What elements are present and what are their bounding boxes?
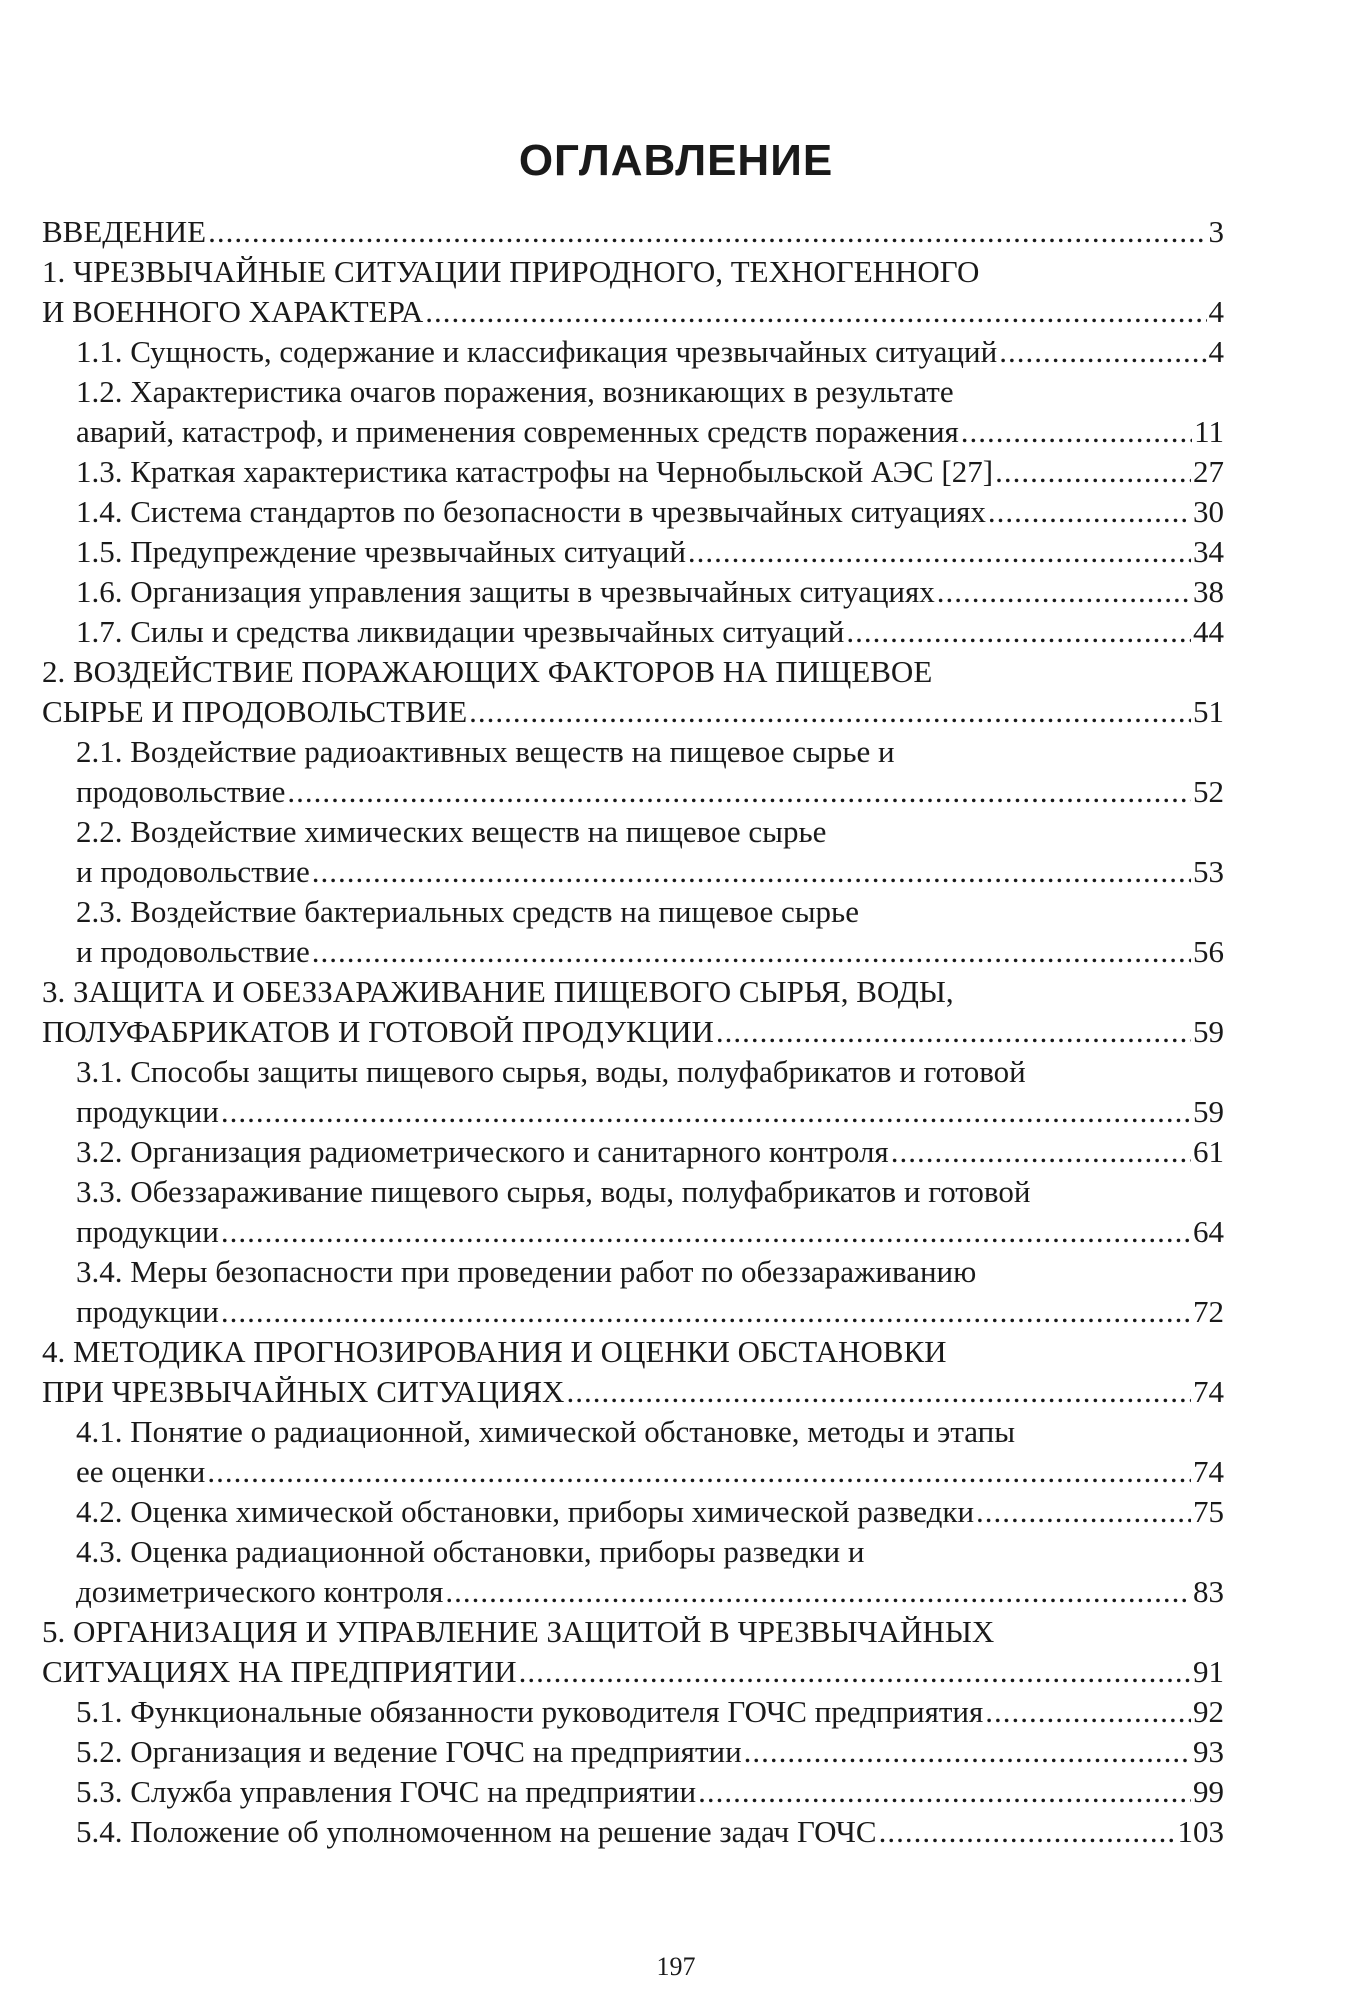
- dot-leader: [287, 772, 1191, 812]
- toc-entry-line: [42, 852, 1224, 892]
- toc-entry-text: 3.1. Способы защиты пищевого сырья, воды, полуфабрикатов и готовой: [76, 1054, 1026, 1089]
- toc-entry-text: 5.4. Положение об уполномоченном на решение задач ГОЧС: [76, 1814, 877, 1849]
- toc-subsection: [42, 1492, 1224, 1532]
- toc-page-number: 3: [1208, 214, 1224, 249]
- toc-subsection: [42, 732, 1224, 812]
- toc-entry-text: и продовольствие: [76, 854, 310, 889]
- toc-entry-line: [42, 692, 1224, 732]
- dot-leader: [937, 572, 1191, 612]
- toc-entry-line: [42, 1092, 1224, 1132]
- toc-entry-line: [42, 532, 1224, 572]
- toc-page-number: 30: [1193, 494, 1224, 529]
- toc-entry-text: 1.2. Характеристика очагов поражения, возникающих в результате: [76, 374, 954, 409]
- toc-entry-text: СЫРЬЕ И ПРОДОВОЛЬСТВИЕ: [42, 694, 468, 729]
- dot-leader: [744, 1732, 1191, 1772]
- toc-entry-line: [42, 1572, 1224, 1612]
- toc-page-number: 44: [1193, 614, 1224, 649]
- toc-entry-text: И ВОЕННОГО ХАРАКТЕРА: [42, 294, 424, 329]
- toc-entry-line: [42, 212, 1224, 252]
- toc-subsection: [42, 812, 1224, 892]
- toc-entry-line: [42, 452, 1224, 492]
- dot-leader: [312, 932, 1191, 972]
- toc-subsection: [42, 1772, 1224, 1812]
- dot-leader: [891, 1132, 1191, 1172]
- dot-leader: [469, 692, 1191, 732]
- dot-leader: [688, 532, 1191, 572]
- toc-entry-line: [42, 412, 1224, 452]
- toc-entry-line: [42, 1012, 1224, 1052]
- page-title: ОГЛАВЛЕНИЕ: [518, 136, 834, 185]
- toc-entry-text: дозиметрического контроля: [76, 1574, 444, 1609]
- toc-entry-text: продукции: [76, 1214, 219, 1249]
- toc-subsection: [42, 452, 1224, 492]
- toc-entry-text: 2.2. Воздействие химических веществ на пищевое сырье: [76, 814, 827, 849]
- toc-page-number: 83: [1193, 1574, 1224, 1609]
- toc-entry-line: [42, 1812, 1224, 1852]
- toc-entry-line: [42, 1772, 1224, 1812]
- toc-entry-text: 2.3. Воздействие бактериальных средств на пищевое сырье: [76, 894, 859, 929]
- toc-subsection: [42, 372, 1224, 452]
- toc-subsection: [42, 1692, 1224, 1732]
- dot-leader: [698, 1772, 1191, 1812]
- toc-entry-line: [42, 492, 1224, 532]
- toc-page-number: 91: [1193, 1654, 1224, 1689]
- toc-entry-line: [42, 572, 1224, 612]
- toc-entry-text: 5. ОРГАНИЗАЦИЯ И УПРАВЛЕНИЕ ЗАЩИТОЙ В ЧРЕЗВЫЧАЙНЫХ: [42, 1614, 995, 1649]
- toc-entry-text: 4.2. Оценка химической обстановки, приборы химической разведки: [76, 1494, 975, 1529]
- toc-entry-text: 2.1. Воздействие радиоактивных веществ на пищевое сырье и: [76, 734, 895, 769]
- toc-entry-line: [42, 1692, 1224, 1732]
- toc-entry-text: ВВЕДЕНИЕ: [42, 214, 207, 249]
- toc-chapter: [42, 1332, 1224, 1412]
- toc-entry-text: 1.4. Система стандартов по безопасности в чрезвычайных ситуациях: [76, 494, 986, 529]
- page-number: 197: [656, 1952, 696, 1981]
- toc-page-number: 99: [1193, 1774, 1224, 1809]
- toc-entry-text: 4.1. Понятие о радиационной, химической обстановке, методы и этапы: [76, 1414, 1016, 1449]
- toc-subsection: [42, 1052, 1224, 1132]
- toc-entry-text: 3.4. Меры безопасности при проведении работ по обеззараживанию: [76, 1254, 977, 1289]
- dot-leader: [716, 1012, 1191, 1052]
- toc-subsection: [42, 1732, 1224, 1772]
- dot-leader: [566, 1372, 1191, 1412]
- toc-entry-line: [42, 1132, 1224, 1172]
- toc-entry-line: [42, 1452, 1224, 1492]
- toc-entry-line: [42, 1212, 1224, 1252]
- dot-leader: [988, 492, 1191, 532]
- toc-page-number: 72: [1193, 1294, 1224, 1329]
- toc-subsection: [42, 572, 1224, 612]
- toc-entry-text: 5.1. Функциональные обязанности руководителя ГОЧС предприятия: [76, 1694, 984, 1729]
- toc-entry-text: 1.1. Сущность, содержание и классификация чрезвычайных ситуаций: [76, 334, 998, 369]
- toc-page-number: 56: [1193, 934, 1224, 969]
- toc-entry-text: 1.6. Организация управления защиты в чрезвычайных ситуациях: [76, 574, 935, 609]
- toc-page-number: 52: [1193, 774, 1224, 809]
- toc-entry-text: продукции: [76, 1094, 219, 1129]
- toc-entry-text: продукции: [76, 1294, 219, 1329]
- toc-chapter: [42, 252, 1224, 332]
- toc-entry-text: ПОЛУФАБРИКАТОВ И ГОТОВОЙ ПРОДУКЦИИ: [42, 1014, 714, 1049]
- toc-entry-line: [42, 1292, 1224, 1332]
- dot-leader: [425, 292, 1206, 332]
- dot-leader: [995, 452, 1191, 492]
- toc-entry-text: СИТУАЦИЯХ НА ПРЕДПРИЯТИИ: [42, 1654, 517, 1689]
- dot-leader: [208, 212, 1206, 252]
- toc-subsection: [42, 1172, 1224, 1252]
- toc-page-number: 75: [1193, 1494, 1224, 1529]
- toc-entry-line: [42, 292, 1224, 332]
- toc-subsection: [42, 1812, 1224, 1852]
- toc-entry-line: [42, 1372, 1224, 1412]
- toc-page-number: 53: [1193, 854, 1224, 889]
- dot-leader: [221, 1212, 1191, 1252]
- toc-subsection: [42, 1132, 1224, 1172]
- toc-subsection: [42, 612, 1224, 652]
- toc-entry-text: продовольствие: [76, 774, 286, 809]
- toc-subsection: [42, 492, 1224, 532]
- toc-page-number: 59: [1193, 1094, 1224, 1129]
- dot-leader: [999, 332, 1206, 372]
- toc-entry-text: и продовольствие: [76, 934, 310, 969]
- dot-leader: [221, 1292, 1191, 1332]
- toc-entry-line: [42, 612, 1224, 652]
- toc-entry-line: [42, 1492, 1224, 1532]
- toc-chapter: [42, 212, 1224, 252]
- toc-entry-text: аварий, катастроф, и применения современных средств поражения: [76, 414, 959, 449]
- toc-page-number: 64: [1193, 1214, 1224, 1249]
- dot-leader: [985, 1692, 1191, 1732]
- toc-entry-line: [42, 772, 1224, 812]
- toc-page-number: 103: [1177, 1814, 1224, 1849]
- toc-chapter: [42, 1612, 1224, 1692]
- toc-entry-line: [42, 1732, 1224, 1772]
- toc-subsection: [42, 532, 1224, 572]
- toc-page-number: 27: [1193, 454, 1224, 489]
- toc-entry-line: [42, 1652, 1224, 1692]
- toc-entry-text: ее оценки: [76, 1454, 206, 1489]
- toc-entry-text: 1.3. Краткая характеристика катастрофы на Чернобыльской АЭС [27]: [76, 454, 994, 489]
- toc-subsection: [42, 1412, 1224, 1492]
- toc-entry-text: 1.7. Силы и средства ликвидации чрезвычайных ситуаций: [76, 614, 845, 649]
- toc-subsection: [42, 1532, 1224, 1612]
- toc-page-number: 93: [1193, 1734, 1224, 1769]
- toc-subsection: [42, 332, 1224, 372]
- toc-page-number: 92: [1193, 1694, 1224, 1729]
- toc-entry-text: 1. ЧРЕЗВЫЧАЙНЫЕ СИТУАЦИИ ПРИРОДНОГО, ТЕХНОГЕННОГО: [42, 254, 980, 289]
- toc-page-number: 74: [1193, 1374, 1224, 1409]
- toc-entry-line: [42, 932, 1224, 972]
- dot-leader: [207, 1452, 1191, 1492]
- toc-entry-text: ПРИ ЧРЕЗВЫЧАЙНЫХ СИТУАЦИЯХ: [42, 1374, 565, 1409]
- toc-entry-text: 3.3. Обеззараживание пищевого сырья, воды, полуфабрикатов и готовой: [76, 1174, 1031, 1209]
- toc-page-number: 59: [1193, 1014, 1224, 1049]
- toc-chapter: [42, 972, 1224, 1052]
- toc-page-number: 34: [1193, 534, 1224, 569]
- toc-entry-text: 2. ВОЗДЕЙСТВИЕ ПОРАЖАЮЩИХ ФАКТОРОВ НА ПИЩЕВОЕ: [42, 654, 933, 689]
- dot-leader: [846, 612, 1191, 652]
- toc-entry-text: 1.5. Предупреждение чрезвычайных ситуаций: [76, 534, 686, 569]
- dot-leader: [519, 1652, 1191, 1692]
- toc-entry-text: 4.3. Оценка радиационной обстановки, приборы разведки и: [76, 1534, 865, 1569]
- toc-entry-text: 3.2. Организация радиометрического и санитарного контроля: [76, 1134, 889, 1169]
- dot-leader: [312, 852, 1191, 892]
- table-of-contents: [42, 212, 1224, 1852]
- toc-subsection: [42, 892, 1224, 972]
- dot-leader: [961, 412, 1192, 452]
- toc-entry-text: 5.3. Служба управления ГОЧС на предприятии: [76, 1774, 697, 1809]
- toc-page-number: 51: [1193, 694, 1224, 729]
- toc-page-number: 38: [1193, 574, 1224, 609]
- toc-chapter: [42, 652, 1224, 732]
- dot-leader: [976, 1492, 1191, 1532]
- toc-page-number: 11: [1194, 414, 1224, 449]
- dot-leader: [879, 1812, 1176, 1852]
- toc-entry-line: [42, 332, 1224, 372]
- dot-leader: [221, 1092, 1191, 1132]
- toc-page-number: 61: [1193, 1134, 1224, 1169]
- toc-page-number: 4: [1208, 294, 1224, 329]
- dot-leader: [445, 1572, 1191, 1612]
- toc-entry-text: 3. ЗАЩИТА И ОБЕЗЗАРАЖИВАНИЕ ПИЩЕВОГО СЫРЬЯ, ВОДЫ,: [42, 974, 954, 1009]
- toc-page-number: 74: [1193, 1454, 1224, 1489]
- toc-entry-text: 4. МЕТОДИКА ПРОГНОЗИРОВАНИЯ И ОЦЕНКИ ОБСТАНОВКИ: [42, 1334, 947, 1369]
- toc-page-number: 4: [1208, 334, 1224, 369]
- toc-subsection: [42, 1252, 1224, 1332]
- toc-entry-text: 5.2. Организация и ведение ГОЧС на предприятии: [76, 1734, 742, 1769]
